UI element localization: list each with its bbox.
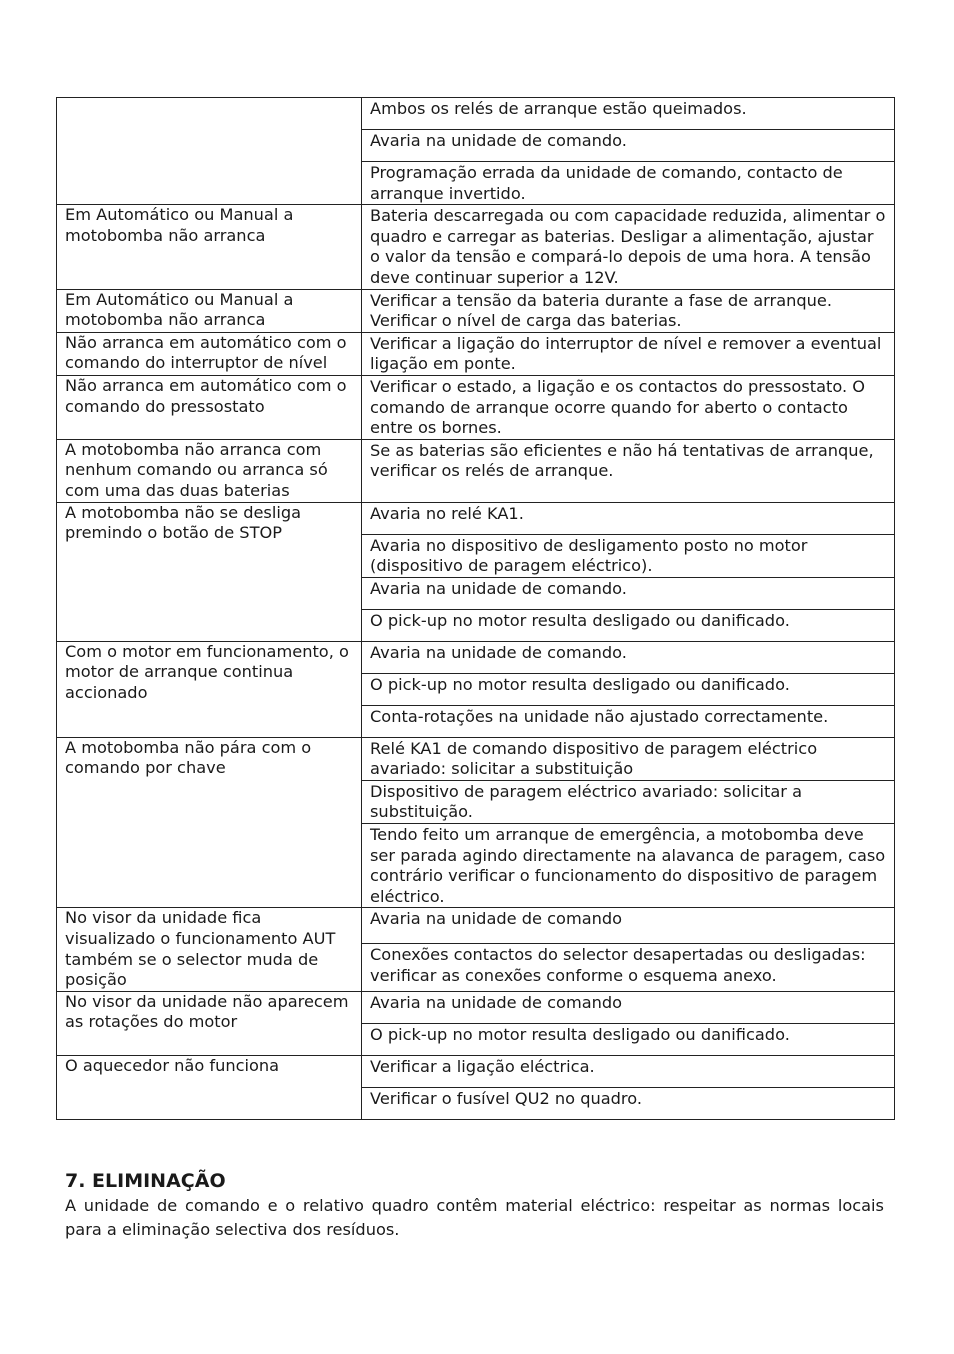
table-row — [57, 205, 895, 289]
cause-cell: Verificar a ligação do interruptor de nível e remover a eventual ligação em ponte. — [362, 332, 895, 375]
cause-cell: Conexões contactos do selector desapertadas ou desligadas: verificar as conexões conforme o esquema anexo. — [362, 943, 895, 991]
cause-cell: Bateria descarregada ou com capacidade reduzida, alimentar o quadro e carregar as baterias. Desligar a alimentação, ajustar o valor da tensão e compará-lo depois de uma hora. A tensão deve continuar superior a 12V. — [362, 205, 895, 289]
disposal-section — [65, 1168, 884, 1242]
cause-cell: Verificar o fusível QU2 no quadro. — [362, 1087, 895, 1119]
problem-cell — [57, 98, 362, 205]
cause-cell: O pick-up no motor resulta desligado ou danificado. — [362, 1023, 895, 1055]
table-row — [57, 439, 895, 502]
problem-cell: Não arranca em automático com o comando do interruptor de nível — [57, 332, 362, 375]
table-row — [57, 289, 895, 332]
table-row — [57, 1055, 895, 1087]
table-row — [57, 375, 895, 439]
table-row — [57, 737, 895, 780]
cause-cell: Dispositivo de paragem eléctrico avariado: solicitar a substituição. — [362, 780, 895, 823]
table-row — [57, 332, 895, 375]
problem-cell: O aquecedor não funciona — [57, 1055, 362, 1119]
problem-cell: A motobomba não se desliga premindo o botão de STOP — [57, 502, 362, 641]
cause-cell: Avaria na unidade de comando. — [362, 130, 895, 162]
table-row — [57, 641, 895, 673]
cause-cell: Verificar a tensão da bateria durante a fase de arranque. Verificar o nível de carga das baterias. — [362, 289, 895, 332]
troubleshooting-table — [56, 97, 895, 1120]
troubleshooting-table-body — [57, 98, 895, 1120]
cause-cell: Ambos os relés de arranque estão queimados. — [362, 98, 895, 130]
cause-cell: Avaria na unidade de comando — [362, 908, 895, 943]
problem-cell: No visor da unidade fica visualizado o funcionamento AUT também se o selector muda de posição — [57, 908, 362, 991]
cause-cell: Avaria no relé KA1. — [362, 502, 895, 534]
section-heading: 7. ELIMINAÇÃO — [65, 1170, 226, 1192]
cause-cell: Verificar a ligação eléctrica. — [362, 1055, 895, 1087]
table-row — [57, 98, 895, 130]
cause-cell: Avaria na unidade de comando. — [362, 577, 895, 609]
table-row — [57, 908, 895, 943]
problem-cell: Com o motor em funcionamento, o motor de arranque continua accionado — [57, 641, 362, 737]
table-row — [57, 502, 895, 534]
problem-cell: No visor da unidade não aparecem as rotações do motor — [57, 991, 362, 1055]
problem-cell: Em Automático ou Manual a motobomba não arranca — [57, 205, 362, 289]
problem-cell: A motobomba não pára com o comando por chave — [57, 737, 362, 908]
cause-cell: Conta-rotações na unidade não ajustado correctamente. — [362, 705, 895, 737]
cause-cell: Programação errada da unidade de comando, contacto de arranque invertido. — [362, 162, 895, 205]
cause-cell: Se as baterias são eficientes e não há tentativas de arranque, verificar os relés de arranque. — [362, 439, 895, 502]
cause-cell: Verificar o estado, a ligação e os contactos do pressostato. O comando de arranque ocorre quando for aberto o contacto entre os bornes. — [362, 375, 895, 439]
cause-cell: Avaria no dispositivo de desligamento posto no motor (dispositivo de paragem eléctrico). — [362, 534, 895, 577]
cause-cell: O pick-up no motor resulta desligado ou danificado. — [362, 609, 895, 641]
cause-cell: Avaria na unidade de comando — [362, 991, 895, 1023]
section-body: A unidade de comando e o relativo quadro contêm material eléctrico: respeitar as normas locais para a eliminação selectiva dos resíduos. — [65, 1196, 884, 1239]
problem-cell: Em Automático ou Manual a motobomba não arranca — [57, 289, 362, 332]
cause-cell: O pick-up no motor resulta desligado ou danificado. — [362, 673, 895, 705]
table-row — [57, 991, 895, 1023]
problem-cell: Não arranca em automático com o comando do pressostato — [57, 375, 362, 439]
problem-cell: A motobomba não arranca com nenhum comando ou arranca só com uma das duas baterias — [57, 439, 362, 502]
cause-cell: Tendo feito um arranque de emergência, a motobomba deve ser parada agindo directamente na alavanca de paragem, caso contrário verificar o funcionamento do dispositivo de paragem eléctrico. — [362, 824, 895, 908]
cause-cell: Relé KA1 de comando dispositivo de paragem eléctrico avariado: solicitar a substituição — [362, 737, 895, 780]
cause-cell: Avaria na unidade de comando. — [362, 641, 895, 673]
